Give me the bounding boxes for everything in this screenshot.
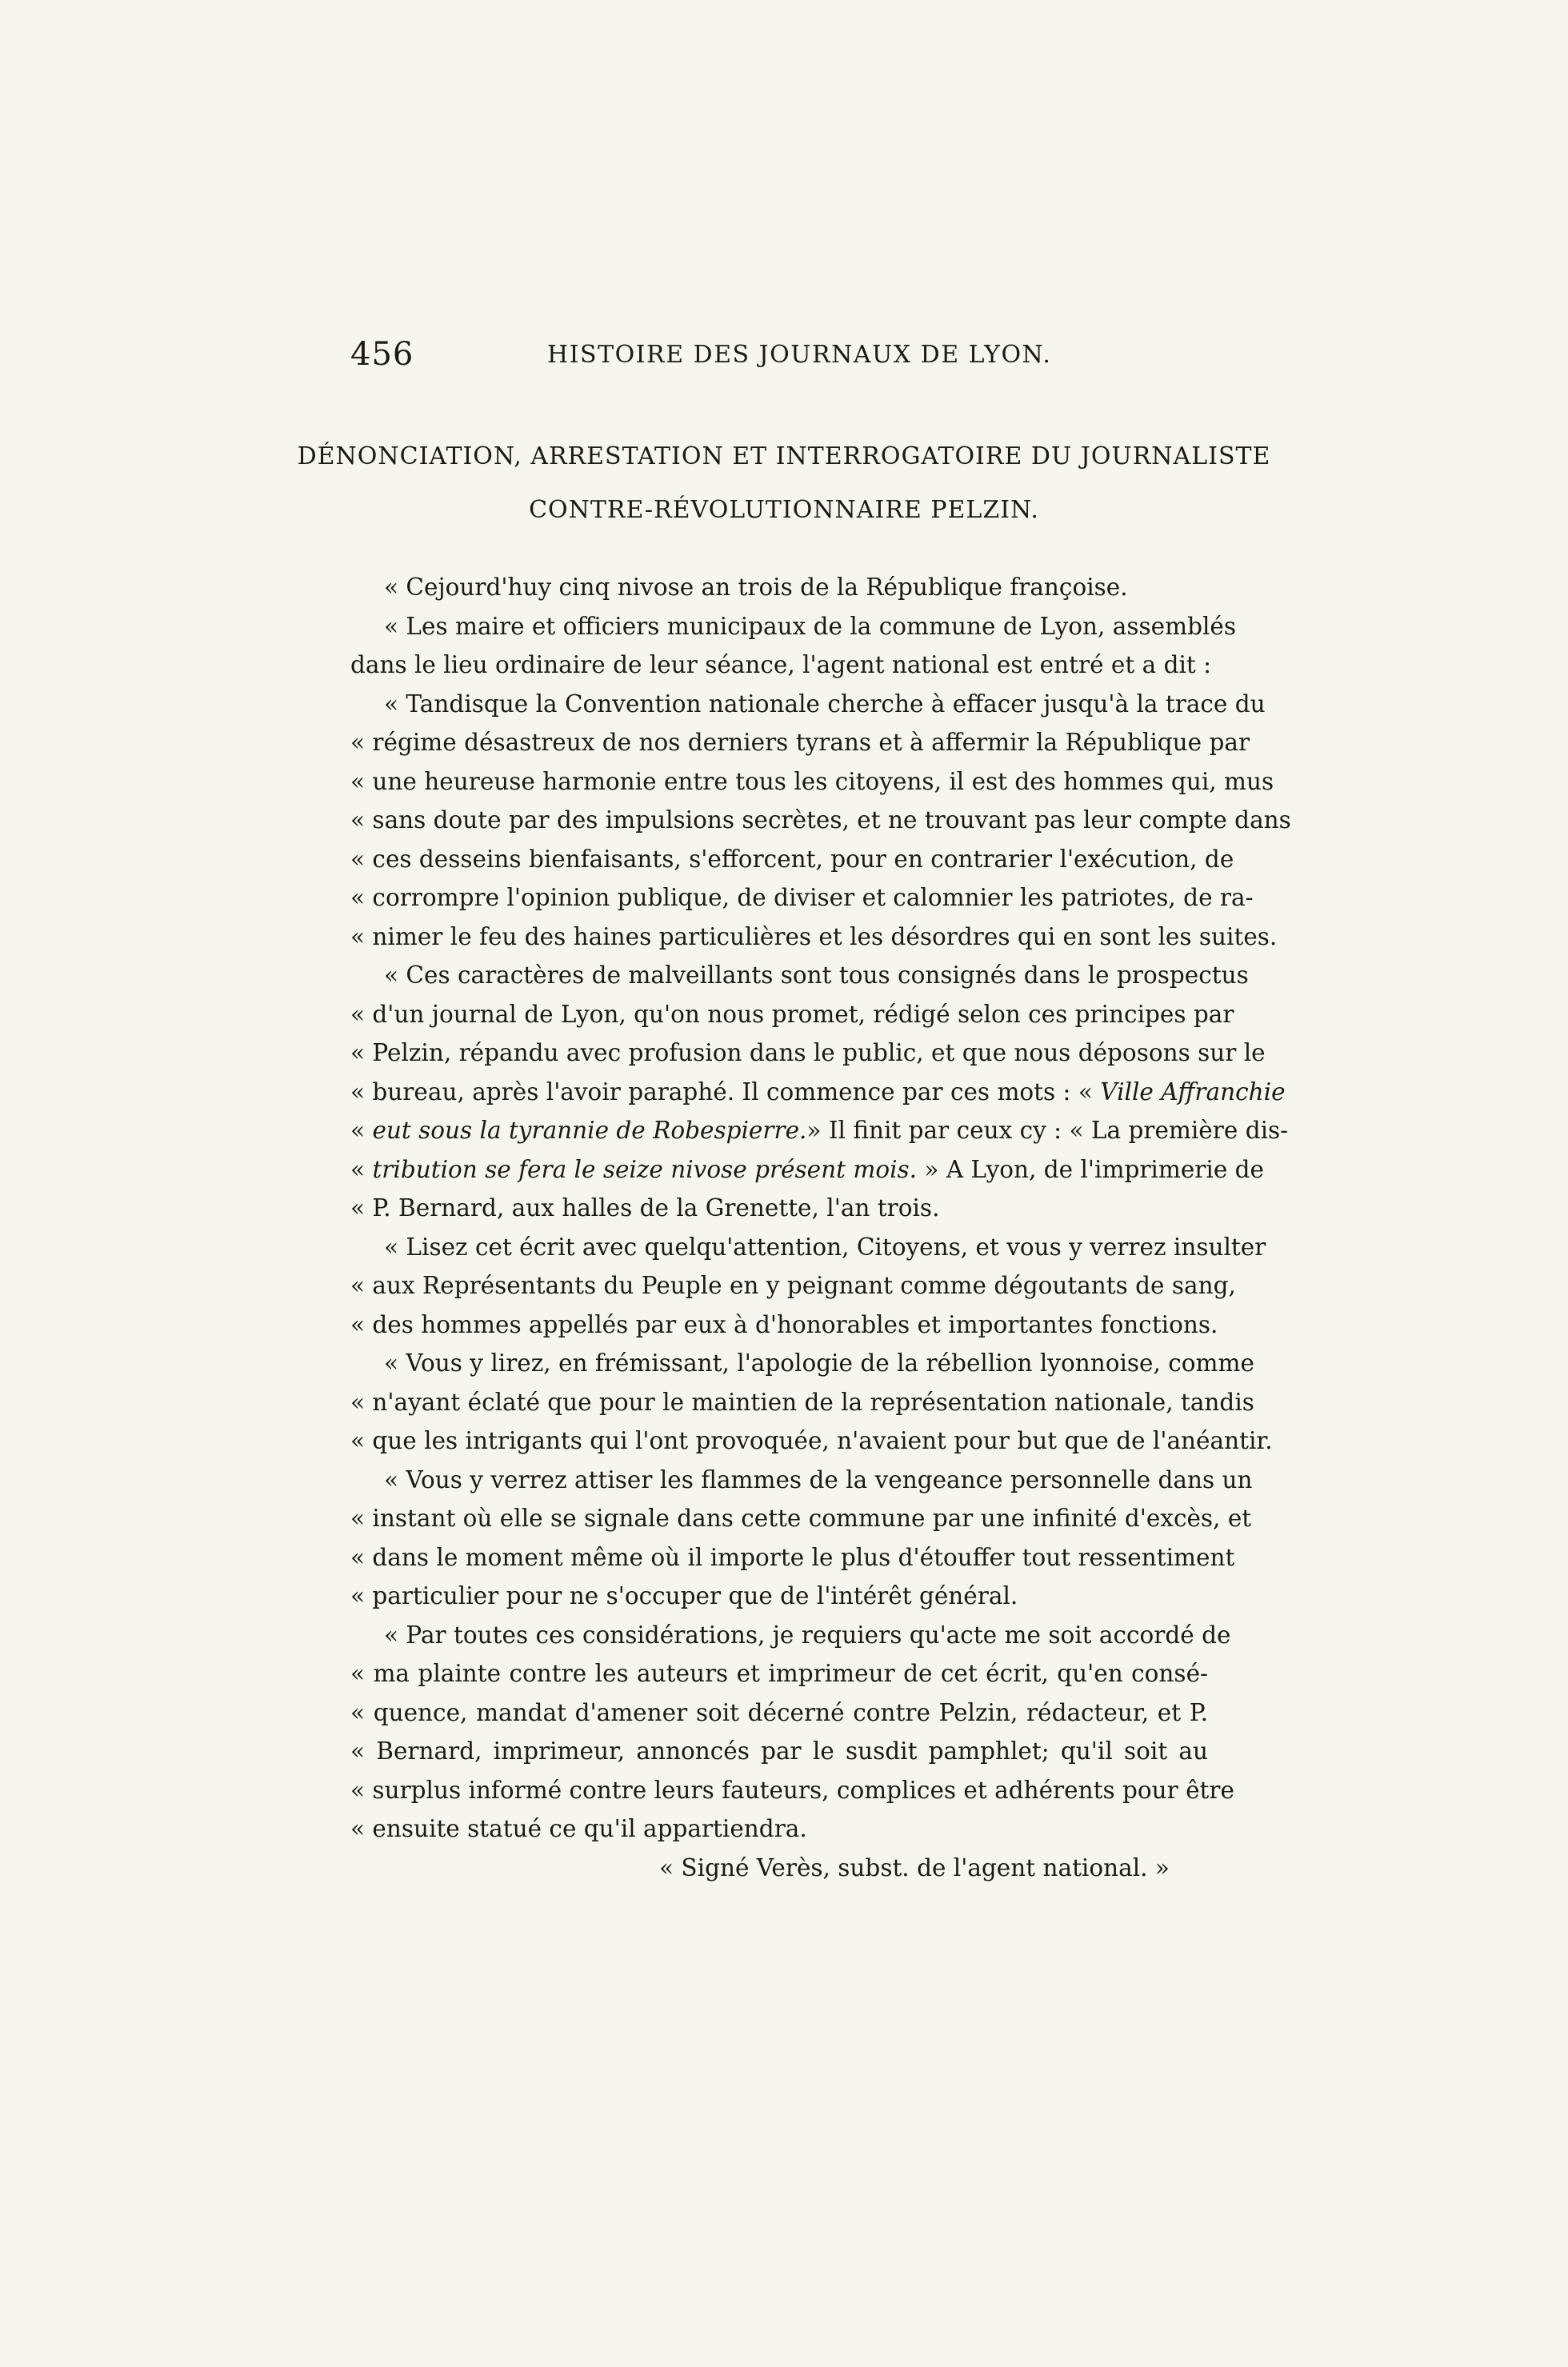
page-number: 456 <box>350 336 414 373</box>
text-line: « nimer le feu des haines particulières et les désordres qui en sont les suites. <box>350 922 1278 950</box>
text-line <box>350 1150 1265 1189</box>
signature-line: « Signé Verès, subst. de l'agent national. » <box>659 1854 1170 1881</box>
text-line: « aux Représentants du Peuple en y peignant comme dégoutants de sang, <box>350 1272 1236 1299</box>
text-line: « ma plainte contre les auteurs et imprimeur de cet écrit, qu'en consé- <box>350 1660 1208 1687</box>
text-line: « une heureuse harmonie entre tous les citoyens, il est des hommes qui, mus <box>350 767 1274 795</box>
text-line: « Par toutes ces considérations, je requiers qu'acte me soit accordé de <box>384 1621 1231 1649</box>
text-line: « régime désastreux de nos derniers tyrans et à affermir la République par <box>350 729 1250 756</box>
text-line-part: » Il finit par ceux cy : « La première dis- <box>806 1117 1289 1144</box>
text-line: « Vous y lirez, en frémissant, l'apologie de la rébellion lyonnoise, comme <box>384 1349 1254 1377</box>
section-title-line-1: DÉNONCIATION, ARRESTATION ET INTERROGATOIRE DU JOURNALISTE <box>297 442 1271 470</box>
text-line <box>350 1111 1289 1150</box>
text-line-part: » A Lyon, de l'imprimerie de <box>917 1155 1265 1183</box>
text-line: « Lisez cet écrit avec quelqu'attention, Citoyens, et vous y verrez insulter <box>384 1233 1266 1261</box>
text-line: « n'ayant éclaté que pour le maintien de la représentation nationale, tandis <box>350 1388 1254 1416</box>
text-line: dans le lieu ordinaire de leur séance, l'agent national est entré et a dit : <box>350 651 1212 678</box>
text-line: « dans le moment même où il importe le plus d'étouffer tout ressentiment <box>350 1543 1235 1571</box>
text-line: « que les intrigants qui l'ont provoquée, n'avaient pour but que de l'anéantir. <box>350 1427 1273 1454</box>
text-line-part: « bureau, après l'avoir paraphé. Il commence par ces mots : « <box>350 1078 1101 1106</box>
text-line: « Vous y verrez attiser les flammes de la vengeance personnelle dans un <box>384 1465 1253 1493</box>
italic-quote: eut sous la tyrannie de Robespierre. <box>372 1117 807 1144</box>
text-line: « Les maire et officiers municipaux de la commune de Lyon, assemblés <box>384 612 1237 640</box>
italic-quote: tribution se fera le seize nivose présent mois. <box>372 1155 918 1183</box>
text-line: « corrompre l'opinion publique, de diviser et calomnier les patriotes, de ra- <box>350 884 1254 911</box>
text-line: « ensuite statué ce qu'il appartiendra. <box>350 1815 807 1842</box>
section-title-line-2: CONTRE-RÉVOLUTIONNAIRE PELZIN. <box>529 496 1039 524</box>
text-line: « Ces caractères de malveillants sont tous consignés dans le prospectus <box>384 962 1249 989</box>
text-line: « Bernard, imprimeur, annoncés par le susdit pamphlet; qu'il soit au <box>350 1737 1208 1765</box>
text-line: « P. Bernard, aux halles de la Grenette, l'an trois. <box>350 1194 940 1221</box>
running-title: HISTOIRE DES JOURNAUX DE LYON. <box>547 341 1052 369</box>
text-line <box>350 1073 1286 1112</box>
text-line: « quence, mandat d'amener soit décerné contre Pelzin, rédacteur, et P. <box>350 1698 1208 1726</box>
text-line-part: « <box>350 1155 373 1183</box>
text-line: « Tandisque la Convention nationale cherche à effacer jusqu'à la trace du <box>384 690 1266 718</box>
text-line: « Cejourd'huy cinq nivose an trois de la République françoise. <box>384 574 1128 601</box>
text-line: « instant où elle se signale dans cette commune par une infinité d'excès, et <box>350 1505 1252 1532</box>
text-line-part: « <box>350 1117 373 1144</box>
text-line: « particulier pour ne s'occuper que de l'intérêt général. <box>350 1582 1018 1609</box>
italic-quote: Ville Affranchie <box>1100 1078 1286 1106</box>
text-line: « des hommes appellés par eux à d'honorables et importantes fonctions. <box>350 1310 1218 1338</box>
running-head <box>350 336 1230 376</box>
text-line: « Pelzin, répandu avec profusion dans le public, et que nous déposons sur le <box>350 1039 1266 1066</box>
text-line: « d'un journal de Lyon, qu'on nous promet, rédigé selon ces principes par <box>350 1000 1234 1028</box>
text-line: « ces desseins bienfaisants, s'efforcent, pour en contrarier l'exécution, de <box>350 845 1234 873</box>
text-line: « surplus informé contre leurs fauteurs, complices et adhérents pour être <box>350 1776 1234 1804</box>
body-text <box>350 568 1291 1849</box>
text-line: « sans doute par des impulsions secrètes, et ne trouvant pas leur compte dans <box>350 806 1291 834</box>
